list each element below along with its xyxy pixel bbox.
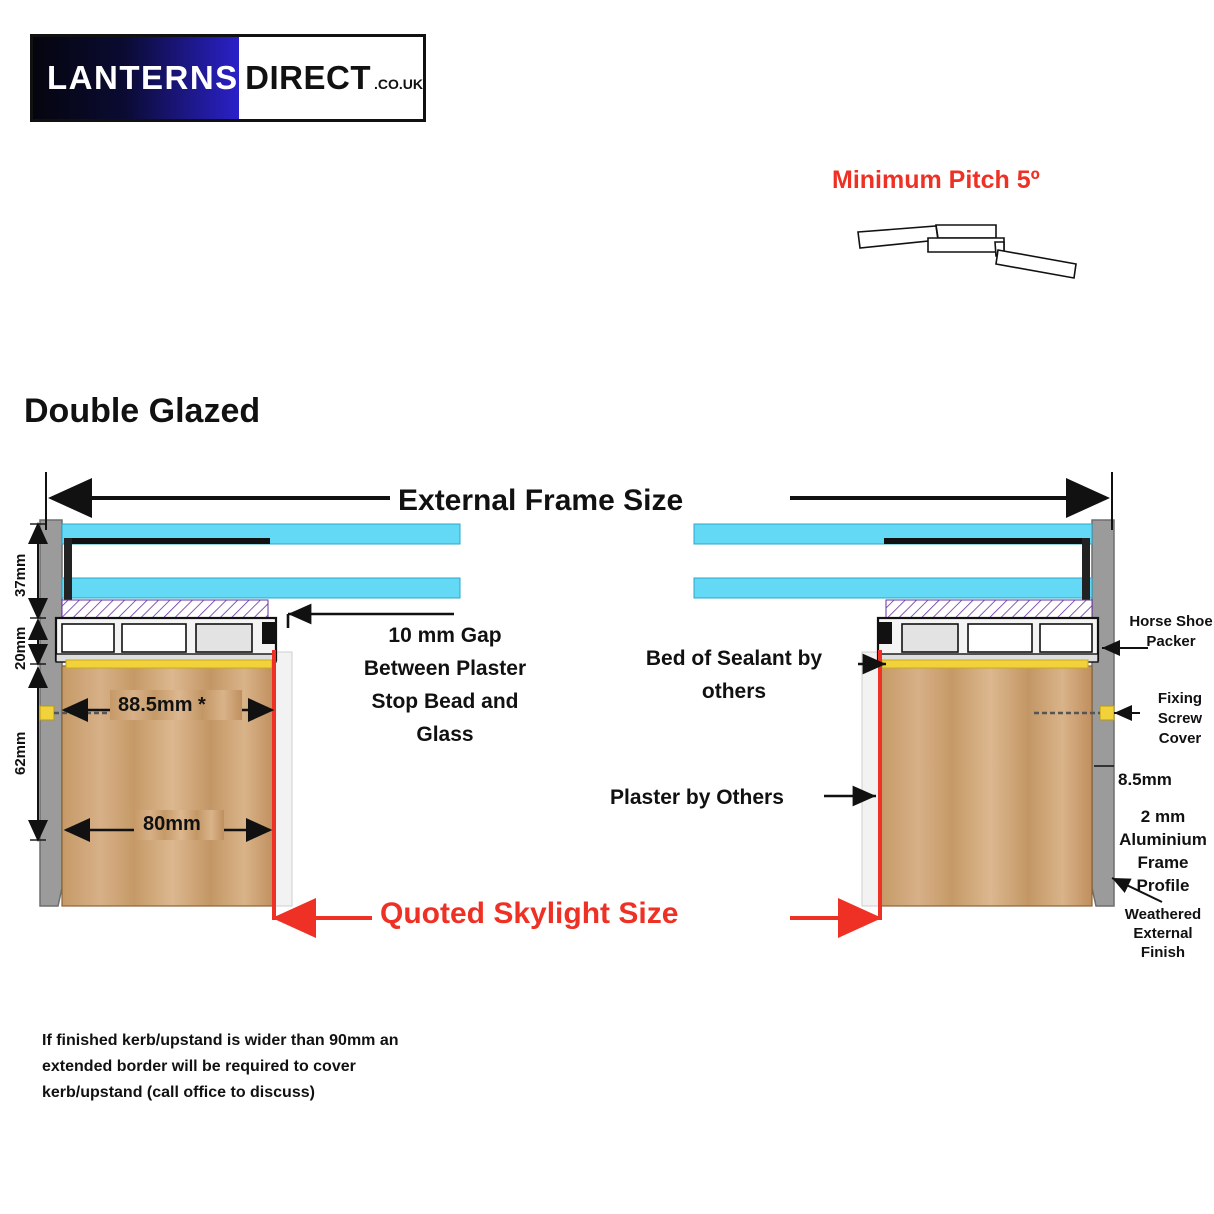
- left-bed-of-sealant: [66, 660, 272, 668]
- right-aluminium-frame-profile: [878, 618, 1098, 662]
- right-hatched-insulation: [886, 600, 1092, 618]
- external-frame-size-label: External Frame Size: [398, 484, 684, 517]
- left-glass-spacer: [64, 538, 270, 544]
- dimension-80mm-label: 80mm: [143, 813, 201, 835]
- kerb-width-footnote: If finished kerb/upstand is wider than 90mm an extended border will be required to cover kerb/upstand (call office to discuss): [42, 1032, 399, 1101]
- right-glass-edge-seal: [1082, 538, 1090, 600]
- page-title: Double Glazed: [24, 392, 261, 430]
- gap-note-label: 10 mm Gap Between Plaster Stop Bead and Glass: [363, 624, 527, 746]
- dimension-37mm-label: 37mm: [12, 553, 29, 597]
- right-glass-spacer: [884, 538, 1090, 544]
- fixing-screw-cover-label: Fixing Screw Cover: [1157, 690, 1203, 747]
- right-plaster: [862, 652, 880, 906]
- aluminium-frame-profile-label: 2 mm Aluminium Frame Profile: [1119, 807, 1207, 895]
- logo-text-lanterns: LANTERNS: [47, 59, 239, 96]
- right-timber-kerb: [880, 666, 1092, 906]
- dimension-88-5mm-label: 88.5mm *: [118, 694, 206, 716]
- logo-text-tld: .CO.UK: [374, 76, 423, 92]
- left-glass-edge-seal: [64, 538, 72, 600]
- left-aluminium-frame-profile: [56, 618, 276, 662]
- dimension-8-5mm-label: 8.5mm: [1118, 770, 1172, 789]
- logo-text-direct: DIRECT: [245, 59, 371, 96]
- dimension-62mm-label: 62mm: [12, 731, 29, 775]
- weathered-external-finish-label: Weathered External Finish: [1124, 906, 1202, 961]
- bed-of-sealant-label: Bed of Sealant by others: [645, 647, 823, 703]
- left-glass-inner-pane: [62, 578, 460, 598]
- left-hatched-insulation: [62, 600, 268, 618]
- right-glass-inner-pane: [694, 578, 1092, 598]
- right-bed-of-sealant: [882, 660, 1088, 668]
- horse-shoe-packer-label: Horse Shoe Packer: [1129, 613, 1213, 650]
- quoted-skylight-size-label: Quoted Skylight Size: [380, 897, 679, 930]
- dimension-20mm-label: 20mm: [12, 626, 29, 670]
- minimum-pitch-label: Minimum Pitch 5º: [832, 166, 1040, 194]
- plaster-by-others-label: Plaster by Others: [610, 786, 784, 809]
- left-plaster: [274, 652, 292, 906]
